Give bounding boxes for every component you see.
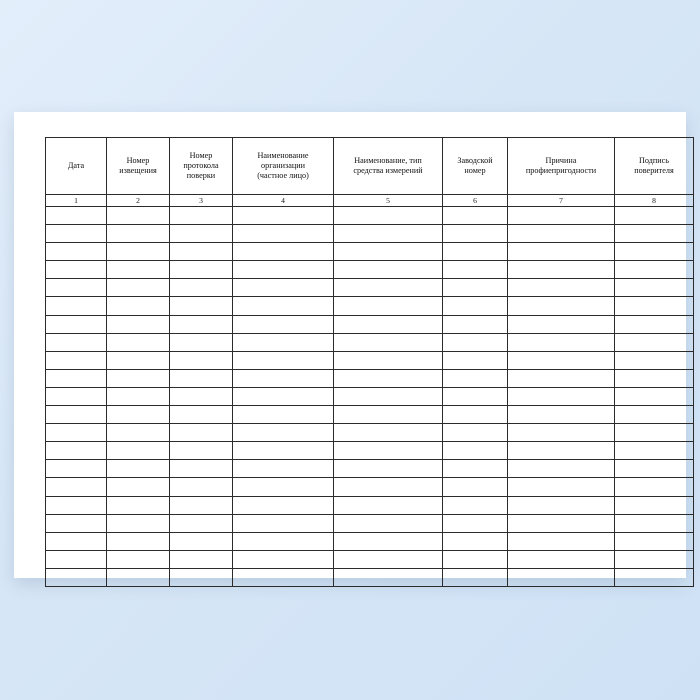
table-cell[interactable]	[443, 532, 508, 550]
column-number-cell: 1	[46, 195, 107, 207]
table-cell[interactable]	[107, 315, 170, 333]
header-cell-serial-number	[443, 138, 508, 195]
table-cell[interactable]	[46, 225, 107, 243]
table-cell[interactable]	[233, 568, 334, 586]
table-cell[interactable]	[46, 297, 107, 315]
table-cell[interactable]	[107, 514, 170, 532]
table-header	[46, 138, 694, 195]
table-cell[interactable]	[233, 225, 334, 243]
table-cell[interactable]	[233, 514, 334, 532]
column-number-cell: 8	[615, 195, 694, 207]
header-line: организации	[261, 161, 305, 170]
header-line: Дата	[67, 161, 85, 170]
table-cell[interactable]	[508, 406, 615, 424]
table-cell[interactable]	[233, 333, 334, 351]
table-row[interactable]	[46, 207, 694, 225]
table-cell[interactable]	[334, 261, 443, 279]
header-line: профиепригодности	[525, 166, 597, 175]
table-row[interactable]	[46, 315, 694, 333]
table-row[interactable]	[46, 351, 694, 369]
table-cell[interactable]	[107, 369, 170, 387]
table-cell[interactable]	[615, 550, 694, 568]
table-cell[interactable]	[334, 279, 443, 297]
table-cell[interactable]	[615, 261, 694, 279]
table-cell[interactable]	[443, 369, 508, 387]
table-row[interactable]	[46, 261, 694, 279]
table-cell[interactable]	[170, 207, 233, 225]
table-row[interactable]	[46, 532, 694, 550]
table-cell[interactable]	[233, 261, 334, 279]
header-line: поверки	[186, 171, 216, 180]
table-cell[interactable]	[615, 406, 694, 424]
table-cell[interactable]	[233, 532, 334, 550]
table-cell[interactable]	[233, 387, 334, 405]
table-cell[interactable]	[443, 478, 508, 496]
table-cell[interactable]	[170, 261, 233, 279]
table-cell[interactable]	[107, 550, 170, 568]
table-cell[interactable]	[107, 406, 170, 424]
table-cell[interactable]	[615, 207, 694, 225]
table-cell[interactable]	[443, 351, 508, 369]
table-cell[interactable]	[508, 369, 615, 387]
table-row[interactable]	[46, 369, 694, 387]
table-cell[interactable]	[107, 261, 170, 279]
header-cell-date	[46, 138, 107, 195]
table-cell[interactable]	[107, 333, 170, 351]
table-cell[interactable]	[46, 532, 107, 550]
table-cell[interactable]	[508, 460, 615, 478]
column-number-cell: 7	[508, 195, 615, 207]
header-line: Заводской	[457, 156, 493, 165]
header-line: протокола	[183, 161, 219, 170]
table-cell[interactable]	[615, 478, 694, 496]
table-cell[interactable]	[46, 333, 107, 351]
table-cell[interactable]	[615, 351, 694, 369]
table-cell[interactable]	[334, 315, 443, 333]
header-line: Наименование	[257, 151, 309, 160]
table-cell[interactable]	[107, 496, 170, 514]
table-cell[interactable]	[508, 424, 615, 442]
table-cell[interactable]	[334, 460, 443, 478]
table-row[interactable]	[46, 333, 694, 351]
table-cell[interactable]	[443, 550, 508, 568]
header-line: Наименование, тип	[354, 156, 422, 165]
table-cell[interactable]	[170, 387, 233, 405]
table-row[interactable]	[46, 496, 694, 514]
table-cell[interactable]	[233, 369, 334, 387]
header-line: (частное лицо)	[257, 171, 309, 180]
table-cell[interactable]	[508, 568, 615, 586]
table-container	[45, 137, 674, 587]
table-cell[interactable]	[443, 424, 508, 442]
header-line: Причина	[545, 156, 577, 165]
table-cell[interactable]	[46, 550, 107, 568]
table-cell[interactable]	[233, 351, 334, 369]
header-line: Номер	[189, 151, 213, 160]
table-cell[interactable]	[107, 532, 170, 550]
table-cell[interactable]	[107, 243, 170, 261]
table-cell[interactable]	[107, 207, 170, 225]
table-cell[interactable]	[233, 496, 334, 514]
table-cell[interactable]	[443, 261, 508, 279]
table-cell[interactable]	[443, 297, 508, 315]
table-cell[interactable]	[46, 261, 107, 279]
table-cell[interactable]	[170, 460, 233, 478]
table-cell[interactable]	[508, 315, 615, 333]
table-cell[interactable]	[508, 514, 615, 532]
header-line: номер	[464, 166, 486, 175]
table-cell[interactable]	[443, 406, 508, 424]
table-cell[interactable]	[615, 532, 694, 550]
table-cell[interactable]	[46, 369, 107, 387]
table-cell[interactable]	[334, 550, 443, 568]
table-cell[interactable]	[107, 387, 170, 405]
table-cell[interactable]	[508, 478, 615, 496]
table-cell[interactable]	[46, 568, 107, 586]
table-cell[interactable]	[334, 243, 443, 261]
table-cell[interactable]	[170, 225, 233, 243]
table-cell[interactable]	[170, 496, 233, 514]
table-cell[interactable]	[334, 532, 443, 550]
table-cell[interactable]	[334, 225, 443, 243]
column-number-row	[46, 195, 694, 207]
table-cell[interactable]	[334, 424, 443, 442]
table-cell[interactable]	[170, 297, 233, 315]
table-cell[interactable]	[443, 225, 508, 243]
table-cell[interactable]	[46, 243, 107, 261]
table-cell[interactable]	[508, 550, 615, 568]
table-cell[interactable]	[170, 243, 233, 261]
table-cell[interactable]	[334, 297, 443, 315]
table-row[interactable]	[46, 514, 694, 532]
table-cell[interactable]	[508, 225, 615, 243]
table-cell[interactable]	[443, 442, 508, 460]
table-cell[interactable]	[334, 387, 443, 405]
header-line: Подпись	[638, 156, 670, 165]
table-row[interactable]	[46, 442, 694, 460]
table-cell[interactable]	[46, 442, 107, 460]
table-cell[interactable]	[334, 207, 443, 225]
table-cell[interactable]	[508, 261, 615, 279]
table-cell[interactable]	[334, 406, 443, 424]
table-cell[interactable]	[443, 496, 508, 514]
table-cell[interactable]	[233, 460, 334, 478]
table-cell[interactable]	[46, 207, 107, 225]
table-cell[interactable]	[107, 225, 170, 243]
table-cell[interactable]	[46, 387, 107, 405]
table-cell[interactable]	[615, 460, 694, 478]
table-cell[interactable]	[233, 550, 334, 568]
header-cell-unsuitability-reason	[508, 138, 615, 195]
table-cell[interactable]	[46, 478, 107, 496]
column-number-cell: 5	[334, 195, 443, 207]
table-cell[interactable]	[233, 424, 334, 442]
table-cell[interactable]	[615, 442, 694, 460]
table-cell[interactable]	[107, 460, 170, 478]
table-cell[interactable]	[508, 496, 615, 514]
table-cell[interactable]	[233, 315, 334, 333]
table-cell[interactable]	[508, 387, 615, 405]
table-cell[interactable]	[443, 207, 508, 225]
table-cell[interactable]	[508, 297, 615, 315]
table-cell[interactable]	[508, 351, 615, 369]
table-cell[interactable]	[107, 568, 170, 586]
header-cell-instrument-name-type	[334, 138, 443, 195]
table-cell[interactable]	[170, 478, 233, 496]
table-cell[interactable]	[107, 442, 170, 460]
table-cell[interactable]	[334, 333, 443, 351]
table-cell[interactable]	[443, 460, 508, 478]
table-cell[interactable]	[107, 478, 170, 496]
header-line: поверителя	[634, 166, 674, 175]
table-row[interactable]	[46, 424, 694, 442]
table-cell[interactable]	[615, 333, 694, 351]
table-cell[interactable]	[233, 279, 334, 297]
table-cell[interactable]	[615, 496, 694, 514]
table-cell[interactable]	[170, 279, 233, 297]
table-cell[interactable]	[46, 315, 107, 333]
table-cell[interactable]	[334, 496, 443, 514]
table-cell[interactable]	[443, 333, 508, 351]
header-cell-organization-name	[233, 138, 334, 195]
table-cell[interactable]	[508, 442, 615, 460]
column-number-cell: 3	[170, 195, 233, 207]
table-row[interactable]	[46, 568, 694, 586]
table-cell[interactable]	[170, 406, 233, 424]
table-cell[interactable]	[46, 279, 107, 297]
table-cell[interactable]	[334, 442, 443, 460]
table-cell[interactable]	[334, 478, 443, 496]
table-cell[interactable]	[233, 297, 334, 315]
table-cell[interactable]	[46, 351, 107, 369]
table-cell[interactable]	[443, 387, 508, 405]
table-cell[interactable]	[508, 532, 615, 550]
table-cell[interactable]	[170, 532, 233, 550]
table-row[interactable]	[46, 279, 694, 297]
table-cell[interactable]	[508, 279, 615, 297]
table-cell[interactable]	[443, 315, 508, 333]
table-row[interactable]	[46, 406, 694, 424]
table-cell[interactable]	[615, 424, 694, 442]
table-cell[interactable]	[615, 369, 694, 387]
header-cell-notice-number	[107, 138, 170, 195]
table-cell[interactable]	[615, 297, 694, 315]
table-row[interactable]	[46, 297, 694, 315]
table-cell[interactable]	[107, 424, 170, 442]
table-row[interactable]	[46, 478, 694, 496]
header-cell-verifier-signature	[615, 138, 694, 195]
table-cell[interactable]	[46, 514, 107, 532]
table-cell[interactable]	[46, 460, 107, 478]
table-cell[interactable]	[615, 225, 694, 243]
header-line: извещения	[119, 166, 157, 175]
table-cell[interactable]	[46, 424, 107, 442]
table-cell[interactable]	[508, 207, 615, 225]
header-row	[46, 138, 694, 195]
document-page	[14, 112, 686, 578]
table-cell[interactable]	[615, 387, 694, 405]
header-cell-protocol-number	[170, 138, 233, 195]
table-cell[interactable]	[443, 279, 508, 297]
table-cell[interactable]	[508, 243, 615, 261]
table-cell[interactable]	[107, 351, 170, 369]
verification-register-table	[45, 137, 694, 587]
column-number-cell: 6	[443, 195, 508, 207]
table-row[interactable]	[46, 387, 694, 405]
table-cell[interactable]	[334, 514, 443, 532]
column-number-cell: 2	[107, 195, 170, 207]
table-cell[interactable]	[170, 442, 233, 460]
table-body	[46, 195, 694, 587]
table-cell[interactable]	[233, 207, 334, 225]
table-cell[interactable]	[107, 297, 170, 315]
table-cell[interactable]	[615, 279, 694, 297]
table-cell[interactable]	[334, 568, 443, 586]
table-row[interactable]	[46, 243, 694, 261]
table-cell[interactable]	[615, 315, 694, 333]
table-cell[interactable]	[443, 243, 508, 261]
table-cell[interactable]	[334, 369, 443, 387]
table-cell[interactable]	[170, 568, 233, 586]
table-cell[interactable]	[46, 406, 107, 424]
table-cell[interactable]	[170, 514, 233, 532]
table-cell[interactable]	[170, 550, 233, 568]
table-cell[interactable]	[508, 333, 615, 351]
table-cell[interactable]	[46, 496, 107, 514]
table-cell[interactable]	[233, 243, 334, 261]
table-cell[interactable]	[170, 369, 233, 387]
column-number-cell: 4	[233, 195, 334, 207]
table-cell[interactable]	[615, 514, 694, 532]
table-cell[interactable]	[443, 568, 508, 586]
table-cell[interactable]	[615, 243, 694, 261]
table-cell[interactable]	[170, 333, 233, 351]
table-cell[interactable]	[233, 442, 334, 460]
table-cell[interactable]	[615, 568, 694, 586]
table-row[interactable]	[46, 460, 694, 478]
header-line: Номер	[126, 156, 150, 165]
table-cell[interactable]	[170, 424, 233, 442]
table-cell[interactable]	[233, 406, 334, 424]
table-cell[interactable]	[107, 279, 170, 297]
table-cell[interactable]	[334, 351, 443, 369]
table-row[interactable]	[46, 550, 694, 568]
table-cell[interactable]	[233, 478, 334, 496]
table-row[interactable]	[46, 225, 694, 243]
header-line: средства измерений	[353, 166, 423, 175]
table-cell[interactable]	[170, 315, 233, 333]
table-cell[interactable]	[170, 351, 233, 369]
table-cell[interactable]	[443, 514, 508, 532]
